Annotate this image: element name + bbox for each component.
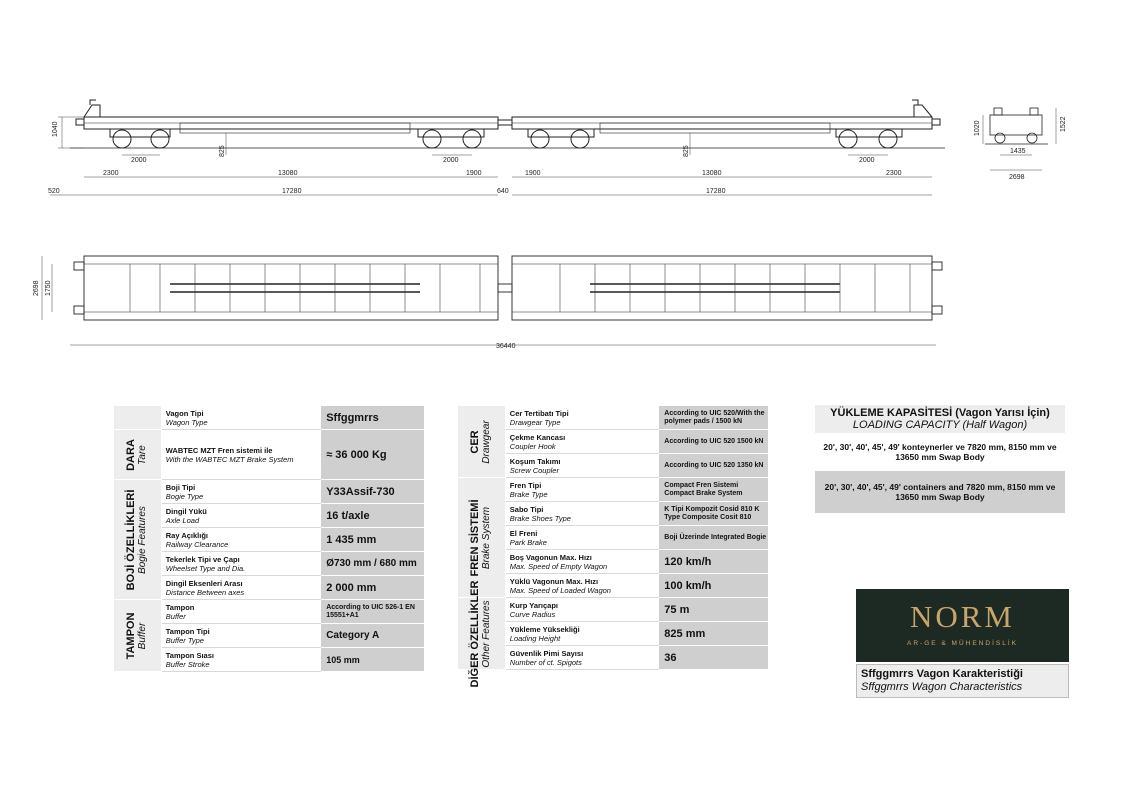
label-brake-type: Fren Tipi Brake Type [505,478,659,502]
value-curve-radius: 75 m [659,598,769,622]
label-buffer: Tampon Buffer [161,600,320,624]
value-spigots: 36 [659,646,769,670]
label-axle-load: Dingil Yükü Axle Load [161,504,320,528]
dim-end-1020: 1020 [974,120,981,136]
value-buffer-type: Category A [321,624,425,648]
end-view-drawing [960,100,1080,185]
dim-axle-distance-1: 2000 [131,157,147,164]
label-tare: WABTEC MZT Fren sistemi ile With the WABTEC MZT Brake System [161,430,320,480]
bogie-left-2 [418,129,484,148]
dim-buffer-left: 520 [48,188,60,195]
spec-table-left [113,405,425,672]
bogie-left-1 [110,129,170,148]
label-buffer-type: Tampon Tipi Buffer Type [161,624,320,648]
label-wagon-type: Vagon Tipi Wagon Type [161,406,320,430]
label-bogie-type: Boji Tipi Bogie Type [161,480,320,504]
dim-axle-distance-3: 2000 [859,157,875,164]
side-elevation-drawing [0,95,960,210]
value-buffer-stroke: 105 mm [321,648,425,672]
company-logo [856,589,1069,662]
plan-view-drawing [20,240,950,355]
label-max-speed-empty: Boş Vagonun Max. Hızı Max. Speed of Empty Wagon [505,550,659,574]
value-axle-distance: 2 000 mm [321,576,425,600]
capacity-line-tr: 20', 30', 40', 45', 49' konteynerler ve 7820 mm, 8150 mm ve 13650 mm Swap Body [815,433,1065,471]
value-brake-shoes: K Tipi Kompozit Cosid 810 K Type Composite Cosit 810 [659,502,769,526]
value-coupler-hook: According to UIC 520 1500 kN [659,430,769,454]
spec-table-middle [457,405,769,687]
value-buffer: According to UIC 526-1 EN 15551+A1 [321,600,425,624]
logo-name: NORM [909,599,1015,634]
capacity-title-tr: YÜKLEME KAPASİTESİ (Vagon Yarısı İçin) [830,407,1050,419]
dim-end-1522: 1522 [1060,116,1067,132]
value-wheelset: Ø730 mm / 680 mm [321,552,425,576]
value-railway-clearance: 1 435 mm [321,528,425,552]
loading-capacity-table [815,405,1065,513]
bogie-right-1 [528,129,594,148]
plan-left-wagon [84,256,498,320]
group-drawgear: CER Drawgear [458,406,506,478]
dim-overhang-4: 2300 [886,170,902,177]
value-tare: ≈ 36 000 Kg [321,430,425,480]
dim-overhang-3: 1900 [525,170,541,177]
label-spigots: Güvenlik Pimi Sayısı Number of ct. Spigots [505,646,659,670]
value-park-brake: Boji Üzerinde Integrated Bogie [659,526,769,550]
label-railway-clearance: Ray Açıklığı Railway Clearance [161,528,320,552]
capacity-header [815,405,1065,433]
label-max-speed-loaded: Yüklü Vagonun Max. Hızı Max. Speed of Loaded Wagon [505,574,659,598]
dim-overhang-1: 2300 [103,170,119,177]
capacity-title-en: LOADING CAPACITY (Half Wagon) [852,419,1028,431]
dim-overhang-2: 1900 [466,170,482,177]
group-bogie-features: BOJİ ÖZELLİKLERİ Bogie Features [114,480,162,600]
label-brake-shoes: Sabo Tipi Brake Shoes Type [505,502,659,526]
dim-wagon-length-1: 17280 [282,188,302,195]
value-screw-coupler: According to UIC 520 1350 kN [659,454,769,478]
value-wagon-type: Sffggmrrs [321,406,425,430]
dim-plan-total-length: 36440 [496,343,516,350]
value-max-speed-empty: 120 km/h [659,550,769,574]
label-curve-radius: Kurp Yarıçapı Curve Radius [505,598,659,622]
dim-end-width: 2698 [1009,174,1025,181]
title-block [856,664,1069,698]
label-loading-height: Yükleme Yüksekliği Loading Height [505,622,659,646]
title-en: Sffggmrrs Wagon Characteristics [861,681,1023,693]
capacity-line-en: 20', 30', 40', 45', 49' containers and 7820 mm, 8150 mm ve 13650 mm Swap Body [815,471,1065,513]
dim-bogie-centers-2: 13080 [702,170,722,177]
plan-right-wagon [512,256,932,320]
label-drawgear-type: Cer Tertibatı Tipi Drawgear Type [505,406,659,430]
label-screw-coupler: Koşum Takımı Screw Coupler [505,454,659,478]
dim-middle-gap: 640 [497,188,509,195]
label-wheelset: Tekerlek Tipi ve Çapı Wheelset Type and Dia. [161,552,320,576]
group-buffer: TAMPON Buffer [114,600,162,672]
value-brake-type: Compact Fren Sistemi Compact Brake System [659,478,769,502]
group-tare: DARA Tare [114,430,162,480]
plan-crossbeams [130,264,910,312]
dim-loading-height-1: 825 [219,145,226,157]
value-bogie-type: Y33Assif-730 [321,480,425,504]
dim-loading-height-2: 825 [683,145,690,157]
dim-axle-distance-2: 2000 [443,157,459,164]
bogie-right-2 [836,129,902,148]
dim-wagon-length-2: 17280 [706,188,726,195]
value-drawgear-type: According to UIC 520/With the polymer pads / 1500 kN [659,406,769,430]
label-park-brake: El Freni Park Brake [505,526,659,550]
label-coupler-hook: Çekme Kancası Coupler Hook [505,430,659,454]
dim-plan-2698: 2698 [33,280,40,296]
group-other-features: DİĞER ÖZELLİKLER Other Features [458,598,506,670]
value-loading-height: 825 mm [659,622,769,646]
value-axle-load: 16 t/axle [321,504,425,528]
title-tr: Sffggmrrs Vagon Karakteristiği [861,668,1023,680]
dim-end-gauge: 1435 [1010,148,1026,155]
dim-plan-1750: 1750 [45,280,52,296]
label-buffer-stroke: Tampon Sıası Buffer Stroke [161,648,320,672]
value-max-speed-loaded: 100 km/h [659,574,769,598]
dim-height-left: 1040 [52,121,59,137]
logo-tagline: AR-GE & MÜHENDİSLİK [907,640,1018,647]
label-axle-distance: Dingil Eksenleri Arası Distance Between axes [161,576,320,600]
dim-bogie-centers-1: 13080 [278,170,298,177]
group-brake-system: FREN SİSTEMİ Brake System [458,478,506,598]
